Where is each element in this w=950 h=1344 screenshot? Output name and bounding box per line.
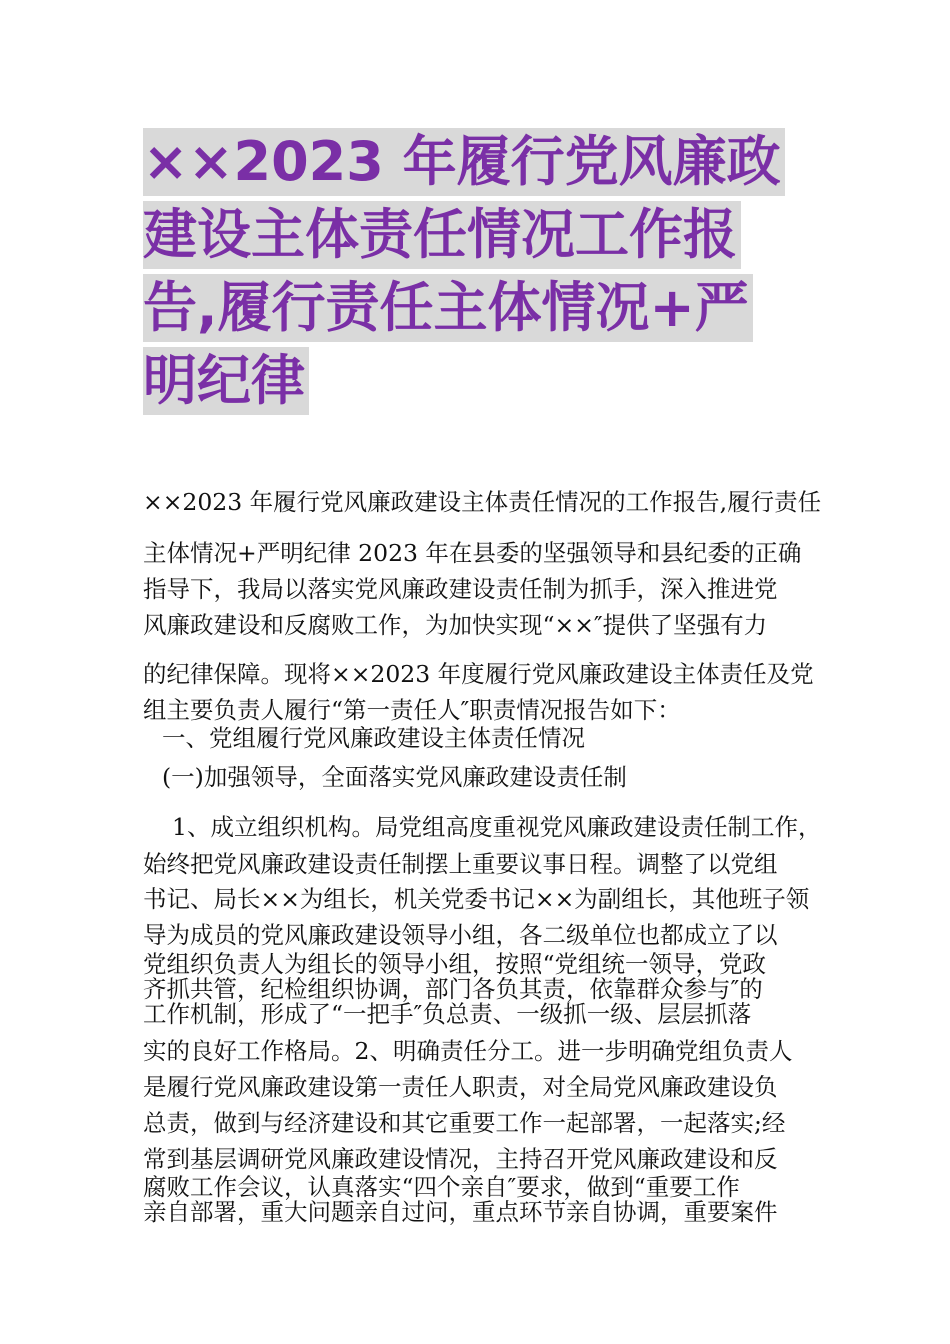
- body-line: 党组织负责人为组长的领导小组，按照“党组统一领导，党政: [143, 950, 767, 978]
- body-line: 常到基层调研党风廉政建设情况，主持召开党风廉政建设和反: [143, 1145, 778, 1173]
- body-line: 齐抓共管，纪检组织协调，部门各负其责，依靠群众参与″的: [143, 975, 763, 1003]
- body-line: 腐败工作会议，认真落实“四个亲自″要求，做到“重要工作: [143, 1173, 740, 1201]
- title-line: 建设主体责任情况工作报: [143, 201, 741, 269]
- section-heading: 一、党组履行党风廉政建设主体责任情况: [162, 724, 585, 752]
- document-title: [143, 128, 813, 420]
- body-line: 组主要负责人履行“第一责任人″职责情况报告如下：: [143, 696, 681, 724]
- body-line: 书记、局长××为组长，机关党委书记××为副组长，其他班子领: [143, 885, 810, 913]
- body-line: 指导下，我局以落实党风廉政建设责任制为抓手，深入推进党: [143, 575, 778, 603]
- body-line: 总责，做到与经济建设和其它重要工作一起部署，一起落实;经: [143, 1109, 786, 1137]
- body-line: 的纪律保障。现将××2023 年度履行党风廉政建设主体责任及党: [143, 660, 814, 688]
- title-line: 明纪律: [143, 347, 309, 415]
- body-line: ××2023 年履行党风廉政建设主体责任情况的工作报告,履行责任: [143, 488, 822, 516]
- body-line: 亲自部署，重大问题亲自过问，重点环节亲自协调，重要案件: [143, 1198, 778, 1226]
- title-line: 告,履行责任主体情况+严: [143, 274, 753, 342]
- body-line: 主体情况+严明纪律 2023 年在县委的坚强领导和县纪委的正确: [143, 539, 802, 567]
- body-line: 工作机制，形成了“一把手″负总责、一级抓一级、层层抓落: [143, 1000, 752, 1028]
- body-line: 实的良好工作格局。2、明确责任分工。进一步明确党组负责人: [143, 1037, 793, 1065]
- body-line: 风廉政建设和反腐败工作，为加快实现“××″提供了坚强有力: [143, 611, 768, 639]
- body-line: 始终把党风廉政建设责任制摆上重要议事日程。调整了以党组: [143, 850, 778, 878]
- body-line: 是履行党风廉政建设第一责任人职责，对全局党风廉政建设负: [143, 1073, 778, 1101]
- body-line: 导为成员的党风廉政建设领导小组，各二级单位也都成立了以: [143, 921, 778, 949]
- body-line: 1、成立组织机构。局党组高度重视党风廉政建设责任制工作，: [172, 813, 822, 841]
- title-line: ××2023 年履行党风廉政: [143, 128, 785, 196]
- subsection-heading: (一)加强领导，全面落实党风廉政建设责任制: [162, 763, 627, 791]
